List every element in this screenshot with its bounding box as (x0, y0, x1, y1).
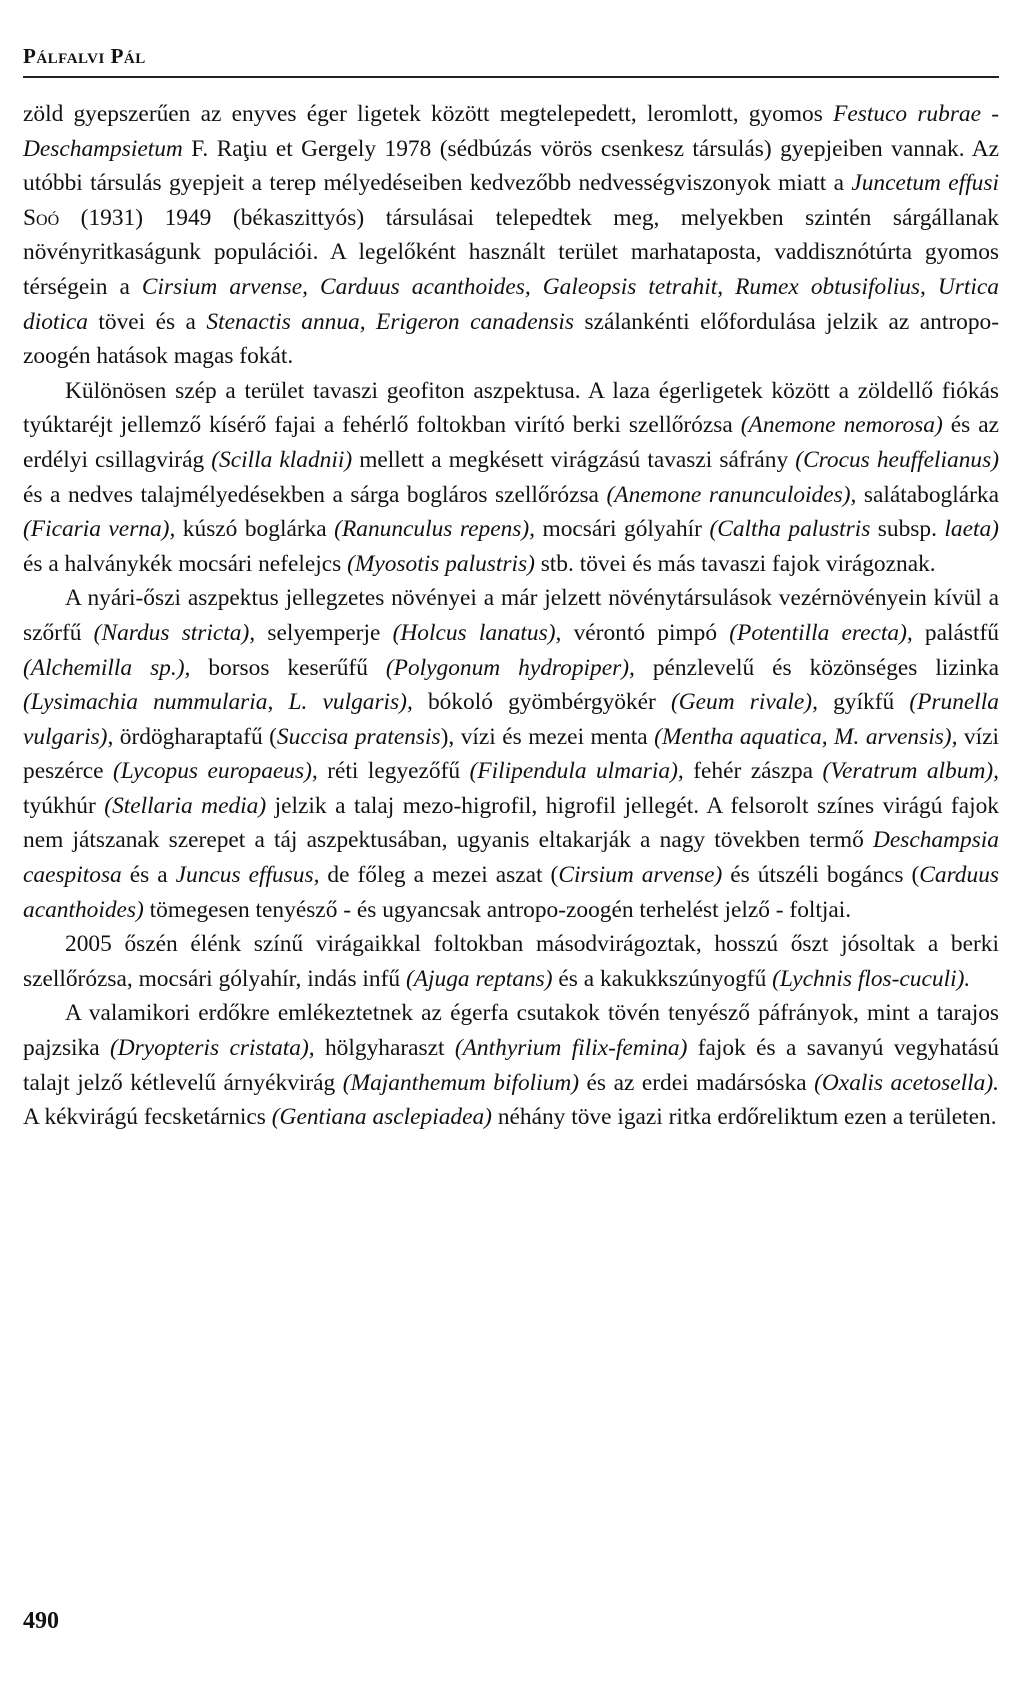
text-run: mocsári gólyahír (535, 516, 710, 543)
text-run: vérontó pimpó (561, 619, 730, 646)
italic-term: (Prunella vulgaris), (23, 689, 999, 750)
text-run: tövei és a (87, 308, 207, 335)
text-run: 2005 őszén élénk színű virágaikkal foltokban másodvirágoztak, hosszú őszt jósoltak a berki szellőrózsa, mocsári gólyahír, indás infű (23, 931, 999, 992)
italic-term: (Geum rivale), (670, 689, 818, 716)
italic-term: (Oxalis acetosella). (814, 1069, 999, 1096)
text-run: és a nedves talajmélyedésekben a sárga bogláros szellőrózsa (23, 481, 607, 508)
text-run: salátaboglárka (856, 481, 999, 508)
running-header: Pálfalvi Pál (23, 44, 146, 68)
text-run: néhány töve igazi ritka erdőreliktum ezen a területen. (491, 1104, 997, 1131)
paragraph (23, 581, 999, 927)
text-run: tyúkhúr (23, 792, 105, 819)
italic-term: (Mentha aquatica, M. arvensis), (654, 723, 958, 750)
text-run: ördögharaptafű ( (113, 723, 277, 750)
text-run: gyíkfű (817, 689, 910, 716)
text-run: szálankénti előfordulása jelzik az antropo-zoogén hatások magas fokát. (23, 308, 999, 370)
text-run: kúszó boglárka (175, 516, 335, 543)
italic-term: Carduus acanthoides) (23, 862, 1000, 923)
text-run: tömegesen tenyésző - és ugyancsak antropo-zoogén terhelést jelző - foltjai. (143, 896, 852, 923)
paragraph (23, 927, 999, 996)
text-run: subsp. (870, 516, 945, 543)
italic-term: (Holcus lanatus), (392, 619, 562, 646)
italic-term: (Anemone nemorosa) (740, 412, 943, 439)
italic-term: (Veratrum album), (822, 758, 999, 785)
italic-term: (Ranunculus repens), (334, 516, 536, 543)
italic-term: (Scilla kladnii) (211, 446, 353, 473)
italic-term: Juncetum effusi (851, 170, 999, 197)
text-run: ), vízi és mezei menta (440, 723, 655, 750)
text-run: és a (121, 862, 176, 889)
italic-term: (Lysimachia nummularia, L. vulgaris), (23, 689, 413, 716)
italic-term: (Polygonum hydropiper), (385, 654, 635, 681)
italic-term: (Crocus heuffelianus) (795, 446, 999, 473)
text-run: A valamikori erdőkre emlékeztetnek az égerfa csutakok tövén tenyésző páfrányok, mint a tarajos pajzsika (23, 1000, 999, 1062)
text-run: fehér zászpa (683, 758, 823, 785)
text-run: vízi peszérce (23, 723, 999, 785)
text-run: A nyári-őszi aszpektus jellegzetes növényei a már jelzett növénytársulások vezérnövényein kívül a szőrfű (23, 585, 999, 646)
italic-term: Stenactis annua, Erigeron canadensis (206, 308, 575, 335)
italic-term: (Stellaria media) (104, 792, 267, 819)
italic-term: (Caltha palustris (709, 516, 871, 543)
italic-term: Succisa pratensis (276, 723, 441, 750)
italic-term: (Gentiana asclepiadea) (271, 1104, 492, 1131)
italic-term: (Anthyrium filix-femina) (454, 1035, 688, 1062)
text-run: pénzlevelű és közönséges lizinka (634, 654, 1000, 681)
text-run: és a halványkék mocsári nefelejcs (23, 550, 348, 577)
italic-term: (Ficaria verna), (23, 516, 176, 543)
text-run: és útszéli bogáncs ( (722, 862, 920, 889)
italic-term: (Anemone ranunculoides), (606, 481, 857, 508)
paragraph (23, 996, 999, 1134)
italic-term: (Filipendula ulmaria), (469, 758, 684, 785)
text-run: és az erdélyi csillagvirág (23, 412, 999, 473)
text-run: borsos keserűfű (190, 654, 386, 681)
body-text (23, 97, 999, 1135)
text-run: zöld gyepszerűen az enyves éger ligetek között megtelepedett, leromlott, gyomos (23, 101, 834, 127)
italic-term: (Lychnis flos-cuculi). (772, 965, 971, 992)
small-caps-author: Soó (23, 204, 60, 231)
text-run: de főleg a mezei aszat ( (319, 862, 559, 889)
text-run: és a kakukkszúnyogfű (552, 965, 773, 992)
italic-term: (Majanthemum bifolium) (342, 1069, 580, 1096)
text-run: F. Raţiu et Gergely 1978 (sédbúzás vörös csenkesz társulás) gyepjeiben vannak. Az utóbbi társulás gyepjeit a terep mélyedéseiben kedvezőbb nedvességviszonyok miatt a (23, 135, 999, 197)
page-number: 490 (23, 1608, 59, 1634)
italic-term: (Ajuga reptans) (405, 965, 553, 992)
text-run: Különösen szép a terület tavaszi geofiton aszpektusa. A laza égerligetek között a zöldellő fiókás tyúktaréjt jellemző kísérő fajai a fehérlő foltokban virító berki szellőrózsa (23, 377, 999, 439)
text-run: bókoló gyömbérgyökér (412, 689, 671, 716)
italic-term: Festuco rubrae - Deschampsietum (23, 101, 1000, 162)
text-run: stb. tövei és más tavaszi fajok virágoznak. (534, 550, 936, 577)
text-run: selyemperje (255, 619, 393, 646)
italic-term: (Alchemilla sp.), (23, 654, 191, 681)
text-run: mellett a megkésett virágzású tavaszi sáfrány (352, 446, 796, 473)
text-run: jelzik a talaj mezo-higrofil, higrofil jellegét. A felsorolt színes virágú fajok nem játszanak szerepet a táj aszpektusában, ugyanis eltakarják a nagy tövekben termő (23, 792, 999, 854)
text-run: palástfű (912, 619, 999, 646)
italic-term: (Dryopteris cristata), (110, 1035, 315, 1062)
paragraph (23, 97, 999, 374)
text-run: hölgyharaszt (314, 1035, 455, 1062)
text-run: és az erdei madársóska (579, 1069, 815, 1096)
italic-term: Cirsium arvense, Carduus acanthoides, Galeopsis tetrahit, Rumex obtusifolius, Urtica diotica (23, 273, 999, 335)
text-run: A kékvirágú fecsketárnics (23, 1104, 272, 1131)
text-run: réti legyezőfű (317, 758, 470, 785)
italic-term: (Myosotis palustris) (347, 550, 535, 577)
paragraph (23, 374, 999, 582)
italic-term: Cirsium arvense) (558, 862, 723, 889)
italic-term: Juncus effusus, (175, 862, 320, 889)
italic-term: (Lycopus europaeus), (112, 758, 318, 785)
italic-term: (Potentilla erecta), (729, 619, 913, 646)
text-run: (1931) 1949 (békaszittyós) társulásai telepedtek meg, melyekben szintén sárgállanak növényritkaságunk populációi. A legelőként használt terület marhataposta, vaddisznótúrta gyomos térségein a (23, 204, 999, 300)
header-rule (23, 76, 999, 78)
italic-term: laeta) (944, 516, 999, 543)
italic-term: Deschampsia caespitosa (23, 827, 999, 889)
italic-term: (Nardus stricta), (93, 619, 256, 646)
text-run: fajok és a savanyú vegyhatású talajt jelző kétlevelű árnyékvirág (23, 1035, 999, 1096)
